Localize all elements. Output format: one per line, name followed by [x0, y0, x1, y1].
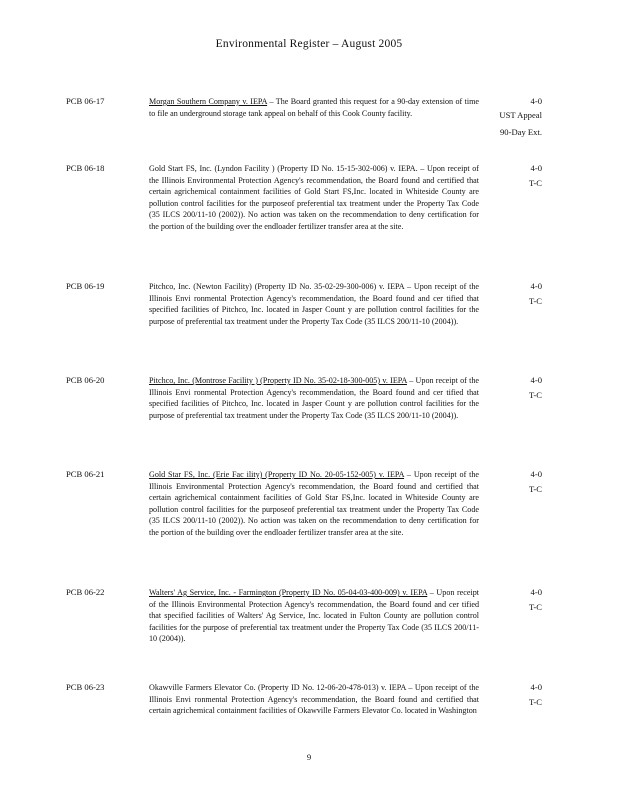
case-description: – Upon receipt of the Illinois Envi ronmental Protection Agency's recommendation, the Board found and cer tified that specified facilities of Pitchco, Inc. located in Jasper Count y are pollution control facilities for the purpose of preferential tax treatment under the Property Tax Code (35 ILCS 200/11-10 (2004)). — [149, 376, 479, 420]
case-title: Walters' Ag Service, Inc. - Farmington (Property ID No. 05-04-03-400-009) v. IEPA — [149, 588, 428, 597]
entry-body — [149, 375, 479, 421]
entry-body — [149, 682, 479, 717]
case-number: PCB 06-17 — [66, 96, 105, 106]
case-title: Gold Star FS, Inc. (Erie Fac ility) (Property ID No. 20-05-152-005) v. IEPA — [149, 470, 405, 479]
case-title: Pitchco, Inc. (Montrose Facility ) (Property ID No. 35-02-18-300-005) v. IEPA — [149, 376, 407, 385]
case-type-line: T-C — [528, 484, 542, 494]
entry-body — [149, 281, 479, 327]
vote-count: 4-0 — [530, 375, 542, 385]
case-title: Okawville Farmers Elevator Co. (Property ID No. 12-06-20-478-013) v. IEPA — [149, 683, 406, 692]
case-description: – Upon receipt of the Illinois Envi ronmental Protection Agency's recommendation, the Board found and cer tified that specified facilities of Pitchco, Inc. located in Jasper Count y are pollution control facilities for the purpose of preferential tax treatment under the Property Tax Code (35 ILCS 200/11-10 (2004)). — [149, 282, 479, 326]
case-title: Morgan Southern Company v. IEPA — [149, 97, 268, 106]
case-description: – Upon receipt of the Illinois Environmental Protection Agency's recommendation, the Board found and certified that certain agrichemical containment facilities of Gold Start FS,Inc. located in Whiteside County are pollution control facilities for the purposeof preferential tax treatment under the Property Tax Code (35 ILCS 200/11-10 (2002)). No action was taken on the recommendation to deny certification for the portion of the building over the endloader fertilizer transfer area at the site. — [149, 164, 480, 231]
case-description: – Upon receipt of the Illinois Environmental Protection Agency's recommendation, the Board found and certified that certain agrichemical containment facilities of Gold Star FS,Inc. located in Whiteside County are pollution control facilities for the purposeof preferential tax treatment under the Property Tax Code (35 ILCS 200/11-10 (2002)). No action was taken on the recommendation to deny certification for the portion of the building over the endloader fertilizer transfer area at the site. — [149, 470, 480, 537]
case-type — [472, 694, 542, 711]
entry-body — [149, 469, 479, 538]
case-type-line: T-C — [528, 390, 542, 400]
case-title: Gold Start FS, Inc. (Lyndon Facility ) (Property ID No. 15-15-302-006) v. IEPA. — [149, 164, 418, 173]
case-type-line: T-C — [528, 697, 542, 707]
vote-count: 4-0 — [530, 163, 542, 173]
case-type-line: T-C — [528, 178, 542, 188]
case-type — [472, 599, 542, 616]
entry-body — [149, 163, 479, 232]
case-description: – Upon receipt of the Illinois Environmental Protection Agency's recommendation, the Board found and cer tified that specified facilities of Walters' Ag Service, Inc. located in Fulton County are pollution control facilities for the purpose of preferential tax treatment under the Property Tax Code (35 ILCS 200/11-10 (2004)). — [149, 588, 479, 643]
case-type — [472, 107, 542, 141]
case-number: PCB 06-23 — [66, 682, 105, 692]
case-type — [472, 293, 542, 310]
vote-count: 4-0 — [530, 587, 542, 597]
case-description: – The Board granted this request for a 90-day extension of time to file an underground storage tank appeal on behalf of this Cook County facility. — [149, 97, 479, 118]
vote-count: 4-0 — [530, 96, 542, 106]
case-type-line: T-C — [528, 296, 542, 306]
entry-body — [149, 96, 479, 119]
vote-count: 4-0 — [530, 682, 542, 692]
vote-count: 4-0 — [530, 281, 542, 291]
case-type-line: T-C — [528, 602, 542, 612]
case-description: – Upon receipt of the Illinois Envi ronmental Protection Agency's recommendation, the Board found and certified that certain agrichemical containment facilities of Okawville Farmers Elevator Co. located in Washington — [149, 683, 479, 715]
case-type — [472, 481, 542, 498]
page-header: Environmental Register – August 2005 — [215, 38, 403, 50]
case-type — [472, 387, 542, 404]
page-number: 9 — [306, 752, 312, 762]
case-type — [472, 175, 542, 192]
vote-count: 4-0 — [530, 469, 542, 479]
case-title: Pitchco, Inc. (Newton Facility) (Property ID No. 35-02-29-300-006) v. IEPA — [149, 282, 405, 291]
case-number: PCB 06-18 — [66, 163, 105, 173]
case-number: PCB 06-19 — [66, 281, 105, 291]
case-type-line: UST Appeal — [499, 110, 542, 120]
case-type-line: 90-Day Ext. — [499, 127, 542, 137]
case-number: PCB 06-20 — [66, 375, 105, 385]
case-number: PCB 06-22 — [66, 587, 105, 597]
case-number: PCB 06-21 — [66, 469, 105, 479]
entry-body — [149, 587, 479, 645]
